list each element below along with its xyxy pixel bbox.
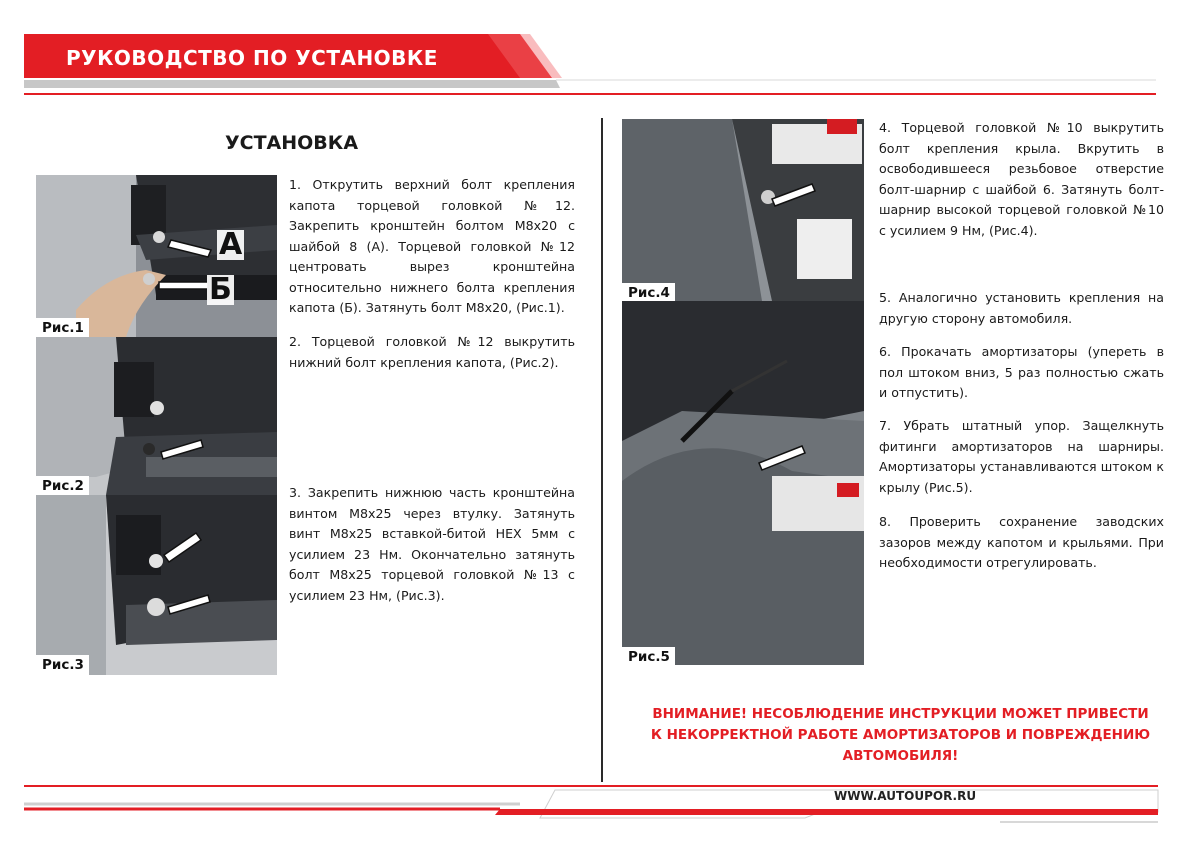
step-2: 2. Торцевой головкой №12 выкрутить нижний болт крепления капота, (Рис.2). — [289, 334, 575, 370]
figure-5-photo — [622, 301, 864, 665]
figure-3-photo — [36, 495, 277, 675]
step-5: 5. Аналогично установить крепления на другую сторону автомобиля. — [879, 290, 1164, 326]
step-4: 4. Торцевой головкой №10 выкрутить болт крепления крыла. Вкрутить в освободившееся резьбовое отверстие болт-шарнир с шайбой 6. Затянуть болт-шарнир высокой торцевой головкой №10 с усилием 9 Нм, (Рис.4). — [879, 120, 1164, 238]
figure-1-caption: Рис.1 — [36, 318, 89, 337]
figure-4-caption: Рис.4 — [622, 283, 675, 301]
figure-4-photo — [622, 119, 864, 301]
figure-5-caption: Рис.5 — [622, 647, 675, 665]
step-8: 8. Проверить сохранение заводских зазоров между капотом и крыльями. При необходимости отрегулировать. — [879, 514, 1164, 570]
figure-1-label-a: А — [219, 227, 243, 262]
footer-banner — [0, 780, 1181, 840]
figure-2-caption: Рис.2 — [36, 476, 89, 495]
step-6: 6. Прокачать амортизаторы (упереть в пол штоком вниз, 5 раз полностью сжать и отпустить). — [879, 344, 1164, 400]
figure-3-caption: Рис.3 — [36, 655, 89, 675]
footer-website-link[interactable]: WWW.AUTOUPOR.RU — [834, 789, 977, 803]
step-1: 1. Открутить верхний болт крепления капота торцевой головкой №12. Закрепить кронштейн болтом М8х20 с шайбой 8 (А). Торцевой головкой №12 центровать вырез кронштейна относительно нижнего болта крепления капота (Б). Затянуть болт М8х20, (Рис.1). — [289, 177, 575, 315]
figure-1-photo — [36, 175, 277, 337]
step-3: 3. Закрепить нижнюю часть кронштейна винтом М8х25 через втулку. Затянуть винт М8х25 вставкой-битой HEX 5мм с усилием 23 Нм. Окончательно затянуть болт М8х25 торцевой головкой №13 с усилием 23 Нм, (Рис.3). — [289, 485, 575, 603]
page-title: РУКОВОДСТВО ПО УСТАНОВКЕ — [66, 46, 438, 70]
column-divider — [601, 118, 603, 782]
step-7: 7. Убрать штатный упор. Защелкнуть фитинги амортизаторов на шарниры. Амортизаторы устанавливаются штоком к крылу (Рис.5). — [879, 418, 1164, 495]
section-heading: УСТАНОВКА — [225, 132, 359, 154]
figure-1-label-b: Б — [209, 272, 232, 307]
figure-2-photo — [36, 337, 277, 495]
warning-notice: ВНИМАНИЕ! НЕСОБЛЮДЕНИЕ ИНСТРУКЦИИ МОЖЕТ ПРИВЕСТИ К НЕКОРРЕКТНОЙ РАБОТЕ АМОРТИЗАТОРОВ И ПОВРЕЖДЕНИЮ АВТОМОБИЛЯ! — [650, 706, 1151, 764]
